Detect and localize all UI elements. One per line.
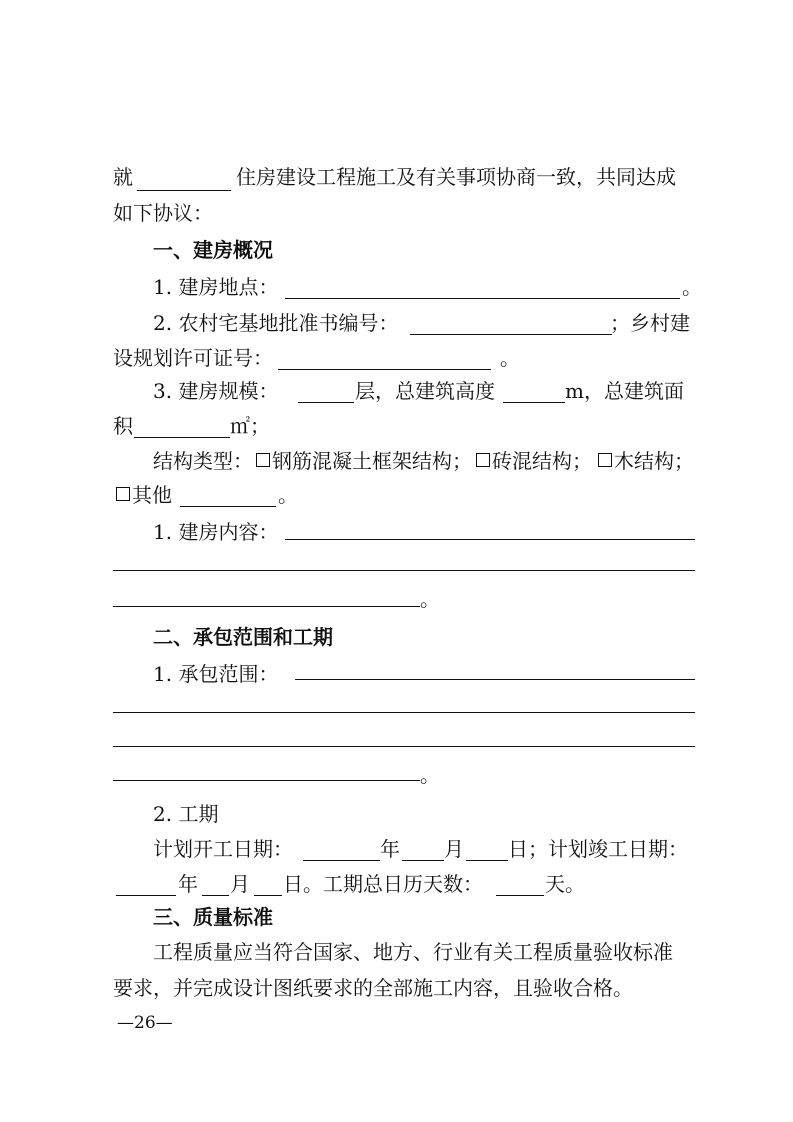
period-title: 2. 工期 (153, 802, 219, 826)
section-heading-3 (0, 900, 793, 934)
scope-label: 1. 承包范围： (153, 662, 279, 686)
scope-end-line (0, 758, 793, 792)
blank-scope-3[interactable] (113, 746, 695, 747)
content-line (0, 515, 793, 549)
section-heading-1 (0, 233, 793, 267)
structure-option-3: 木结构； (614, 449, 694, 473)
content-end: 。 (420, 587, 440, 611)
blank-permit-number[interactable] (278, 369, 491, 370)
blank-start-year[interactable] (303, 860, 380, 861)
checkbox-brick-concrete[interactable] (476, 453, 490, 467)
permit-label: 设规划许可证号： (113, 346, 273, 370)
quality-line-2 (0, 971, 793, 1005)
period-title-line (0, 797, 793, 831)
text-jiu: 就 (113, 165, 133, 189)
schedule2-end: 天。 (545, 872, 585, 896)
blank-end-day[interactable] (254, 895, 282, 896)
agreement-line-2 (0, 196, 793, 230)
structure-label: 结构类型： (153, 449, 253, 473)
schedule-year: 年 (380, 837, 400, 861)
blank-total-days[interactable] (496, 895, 544, 896)
content-label: 1. 建房内容： (153, 520, 279, 544)
blank-area[interactable] (134, 437, 230, 438)
location-line (0, 270, 793, 304)
location-label: 1. 建房地点： (153, 275, 279, 299)
structure-option-2: 砖混结构； (492, 449, 592, 473)
schedule2-year: 年 (178, 872, 198, 896)
blank-end-month[interactable] (202, 895, 229, 896)
schedule-line (0, 832, 793, 866)
blank-scope-4[interactable] (113, 780, 420, 781)
structure-line (0, 444, 793, 478)
structure-option-1: 钢筋混凝土框架结构； (272, 449, 472, 473)
scale-floors-text: 层，总建筑高度 (355, 379, 495, 403)
blank-start-month[interactable] (402, 860, 444, 861)
page-number: —26— (117, 1013, 173, 1033)
schedule-start-label: 计划开工日期： (153, 837, 293, 861)
schedule2-month: 月 (230, 872, 250, 896)
blank-end-year[interactable] (116, 895, 176, 896)
quality-line-1 (0, 935, 793, 969)
area-line (0, 409, 793, 443)
schedule2-day: 日。工期总日历天数： (283, 872, 483, 896)
scale-unit-m: m，总建筑面 (565, 379, 684, 403)
homestead-label: 2. 农村宅基地批准书编号： (153, 311, 399, 335)
blank-location[interactable] (285, 298, 680, 299)
quality-text-2: 要求，并完成设计图纸要求的全部施工内容，且验收合格。 (113, 976, 633, 1000)
text-line2: 如下协议： (113, 201, 213, 225)
scope-end: 。 (420, 763, 440, 787)
blank-scope-2[interactable] (113, 712, 695, 713)
blank-height[interactable] (503, 402, 565, 403)
scope-line (0, 657, 793, 691)
schedule-line-2 (0, 867, 793, 901)
permit-line (0, 341, 793, 375)
checkbox-wood[interactable] (598, 453, 612, 467)
blank-scope-1[interactable] (295, 679, 695, 680)
blank-content-3[interactable] (113, 606, 420, 607)
section-heading-1-text: 一、建房概况 (153, 238, 273, 262)
agreement-line-1 (0, 160, 793, 194)
blank-other-structure[interactable] (180, 506, 276, 507)
content-end-line (0, 582, 793, 616)
blank-floors[interactable] (298, 402, 354, 403)
schedule-day: 日；计划竣工日期： (508, 837, 688, 861)
location-end: 。 (682, 275, 702, 299)
section-heading-2-text: 二、承包范围和工期 (153, 625, 333, 649)
schedule-month: 月 (444, 837, 464, 861)
area-unit: ㎡； (230, 414, 270, 438)
checkbox-rc-frame[interactable] (256, 453, 270, 467)
structure-end: 。 (278, 483, 298, 507)
section-heading-2 (0, 620, 793, 654)
homestead-line (0, 306, 793, 340)
scale-label: 3. 建房规模： (153, 379, 279, 403)
blank-start-day[interactable] (466, 860, 508, 861)
scale-line (0, 374, 793, 408)
text-line1-rest: 住房建设工程施工及有关事项协商一致，共同达成 (236, 165, 676, 189)
permit-end: 。 (500, 346, 520, 370)
blank-content-1[interactable] (285, 539, 695, 540)
checkbox-other[interactable] (116, 487, 130, 501)
blank-homestead-number[interactable] (410, 334, 612, 335)
quality-text-1: 工程质量应当符合国家、地方、行业有关工程质量验收标准 (153, 940, 673, 964)
blank-project-name[interactable] (137, 190, 231, 191)
homestead-end: ；乡村建 (610, 311, 690, 335)
area-label: 积 (113, 414, 133, 438)
structure-other-line (0, 478, 793, 512)
section-heading-3-text: 三、质量标准 (153, 905, 273, 929)
structure-option-4: 其他 (132, 483, 172, 507)
blank-content-2[interactable] (113, 570, 695, 571)
